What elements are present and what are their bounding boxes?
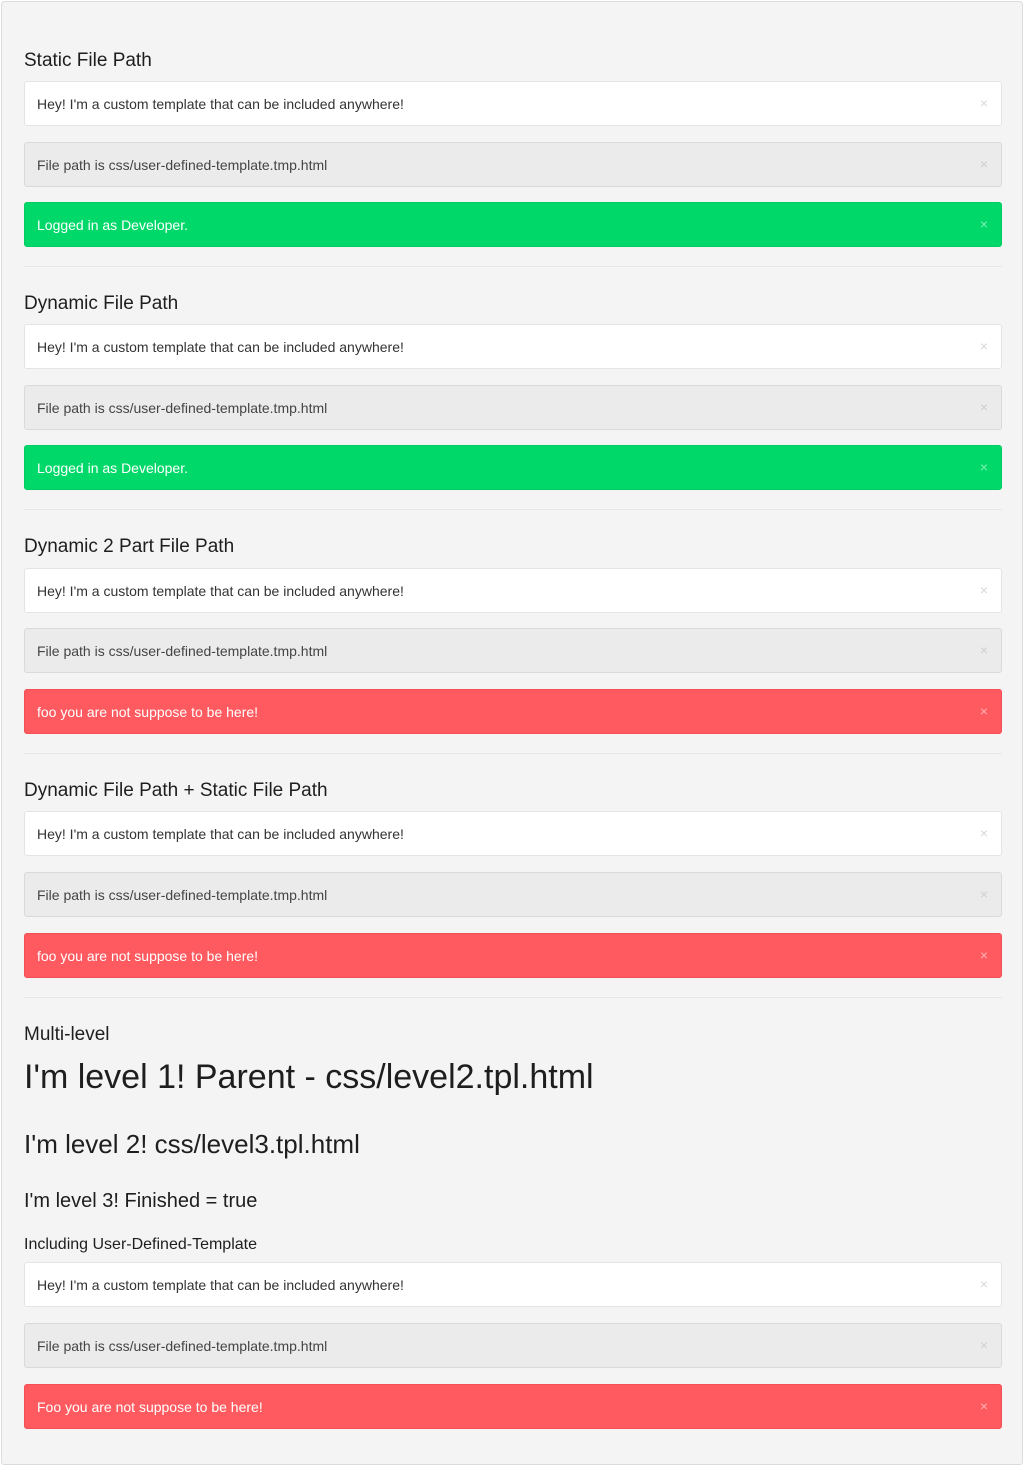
alert-not-allowed [24, 1384, 1002, 1429]
alert-custom-template [24, 1262, 1002, 1307]
level1-heading: I'm level 1! Parent - css/level2.tpl.html [24, 1058, 594, 1096]
alert-file-path [24, 142, 1002, 187]
alert-text: File path is css/user-defined-template.tmp.html [37, 1338, 328, 1354]
alert-not-allowed [24, 933, 1002, 978]
close-icon[interactable]: × [979, 703, 988, 719]
section-divider [24, 266, 1002, 267]
level3-heading: I'm level 3! Finished = true [24, 1190, 258, 1212]
alert-text: Logged in as Developer. [37, 460, 188, 476]
close-icon[interactable]: × [979, 399, 988, 415]
close-icon[interactable]: × [979, 1337, 988, 1353]
alert-logged-in [24, 202, 1002, 247]
section-title-multi-level: Multi-level [24, 1024, 110, 1045]
alert-file-path [24, 385, 1002, 430]
alert-text: Hey! I'm a custom template that can be included anywhere! [37, 583, 404, 599]
section-divider [24, 509, 1002, 510]
close-icon[interactable]: × [979, 216, 988, 232]
alert-custom-template [24, 811, 1002, 856]
close-icon[interactable]: × [979, 459, 988, 475]
close-icon[interactable]: × [979, 642, 988, 658]
alert-text: Foo you are not suppose to be here! [37, 1399, 263, 1415]
alert-logged-in [24, 445, 1002, 490]
close-icon[interactable]: × [979, 95, 988, 111]
alert-text: foo you are not suppose to be here! [37, 704, 259, 720]
alert-text: File path is css/user-defined-template.tmp.html [37, 887, 328, 903]
alert-custom-template [24, 568, 1002, 613]
section-divider [24, 997, 1002, 998]
section-title-static-file-path: Static File Path [24, 50, 152, 71]
alert-text: File path is css/user-defined-template.tmp.html [37, 643, 328, 659]
alert-text: Hey! I'm a custom template that can be included anywhere! [37, 339, 404, 355]
close-icon[interactable]: × [979, 886, 988, 902]
alert-not-allowed [24, 689, 1002, 734]
close-icon[interactable]: × [979, 156, 988, 172]
alert-file-path [24, 628, 1002, 673]
alert-text: File path is css/user-defined-template.tmp.html [37, 157, 328, 173]
alert-text: foo you are not suppose to be here! [37, 948, 259, 964]
close-icon[interactable]: × [979, 1398, 988, 1414]
level2-heading: I'm level 2! css/level3.tpl.html [24, 1129, 360, 1159]
section-title-dynamic-plus-static: Dynamic File Path + Static File Path [24, 780, 328, 801]
close-icon[interactable]: × [979, 825, 988, 841]
section-divider [24, 753, 1002, 754]
alert-text: Hey! I'm a custom template that can be included anywhere! [37, 826, 404, 842]
alert-file-path [24, 1323, 1002, 1368]
alert-text: Hey! I'm a custom template that can be included anywhere! [37, 1277, 404, 1293]
section-title-dynamic-file-path: Dynamic File Path [24, 293, 179, 314]
alert-file-path [24, 872, 1002, 917]
close-icon[interactable]: × [979, 947, 988, 963]
close-icon[interactable]: × [979, 582, 988, 598]
page-container [1, 1, 1023, 1465]
alert-text: File path is css/user-defined-template.tmp.html [37, 400, 328, 416]
section-title-dynamic-2-part: Dynamic 2 Part File Path [24, 536, 235, 557]
close-icon[interactable]: × [979, 338, 988, 354]
alert-text: Hey! I'm a custom template that can be included anywhere! [37, 96, 404, 112]
alert-custom-template [24, 324, 1002, 369]
including-heading: Including User-Defined-Template [24, 1236, 257, 1253]
close-icon[interactable]: × [979, 1276, 988, 1292]
alert-custom-template [24, 81, 1002, 126]
alert-text: Logged in as Developer. [37, 217, 188, 233]
